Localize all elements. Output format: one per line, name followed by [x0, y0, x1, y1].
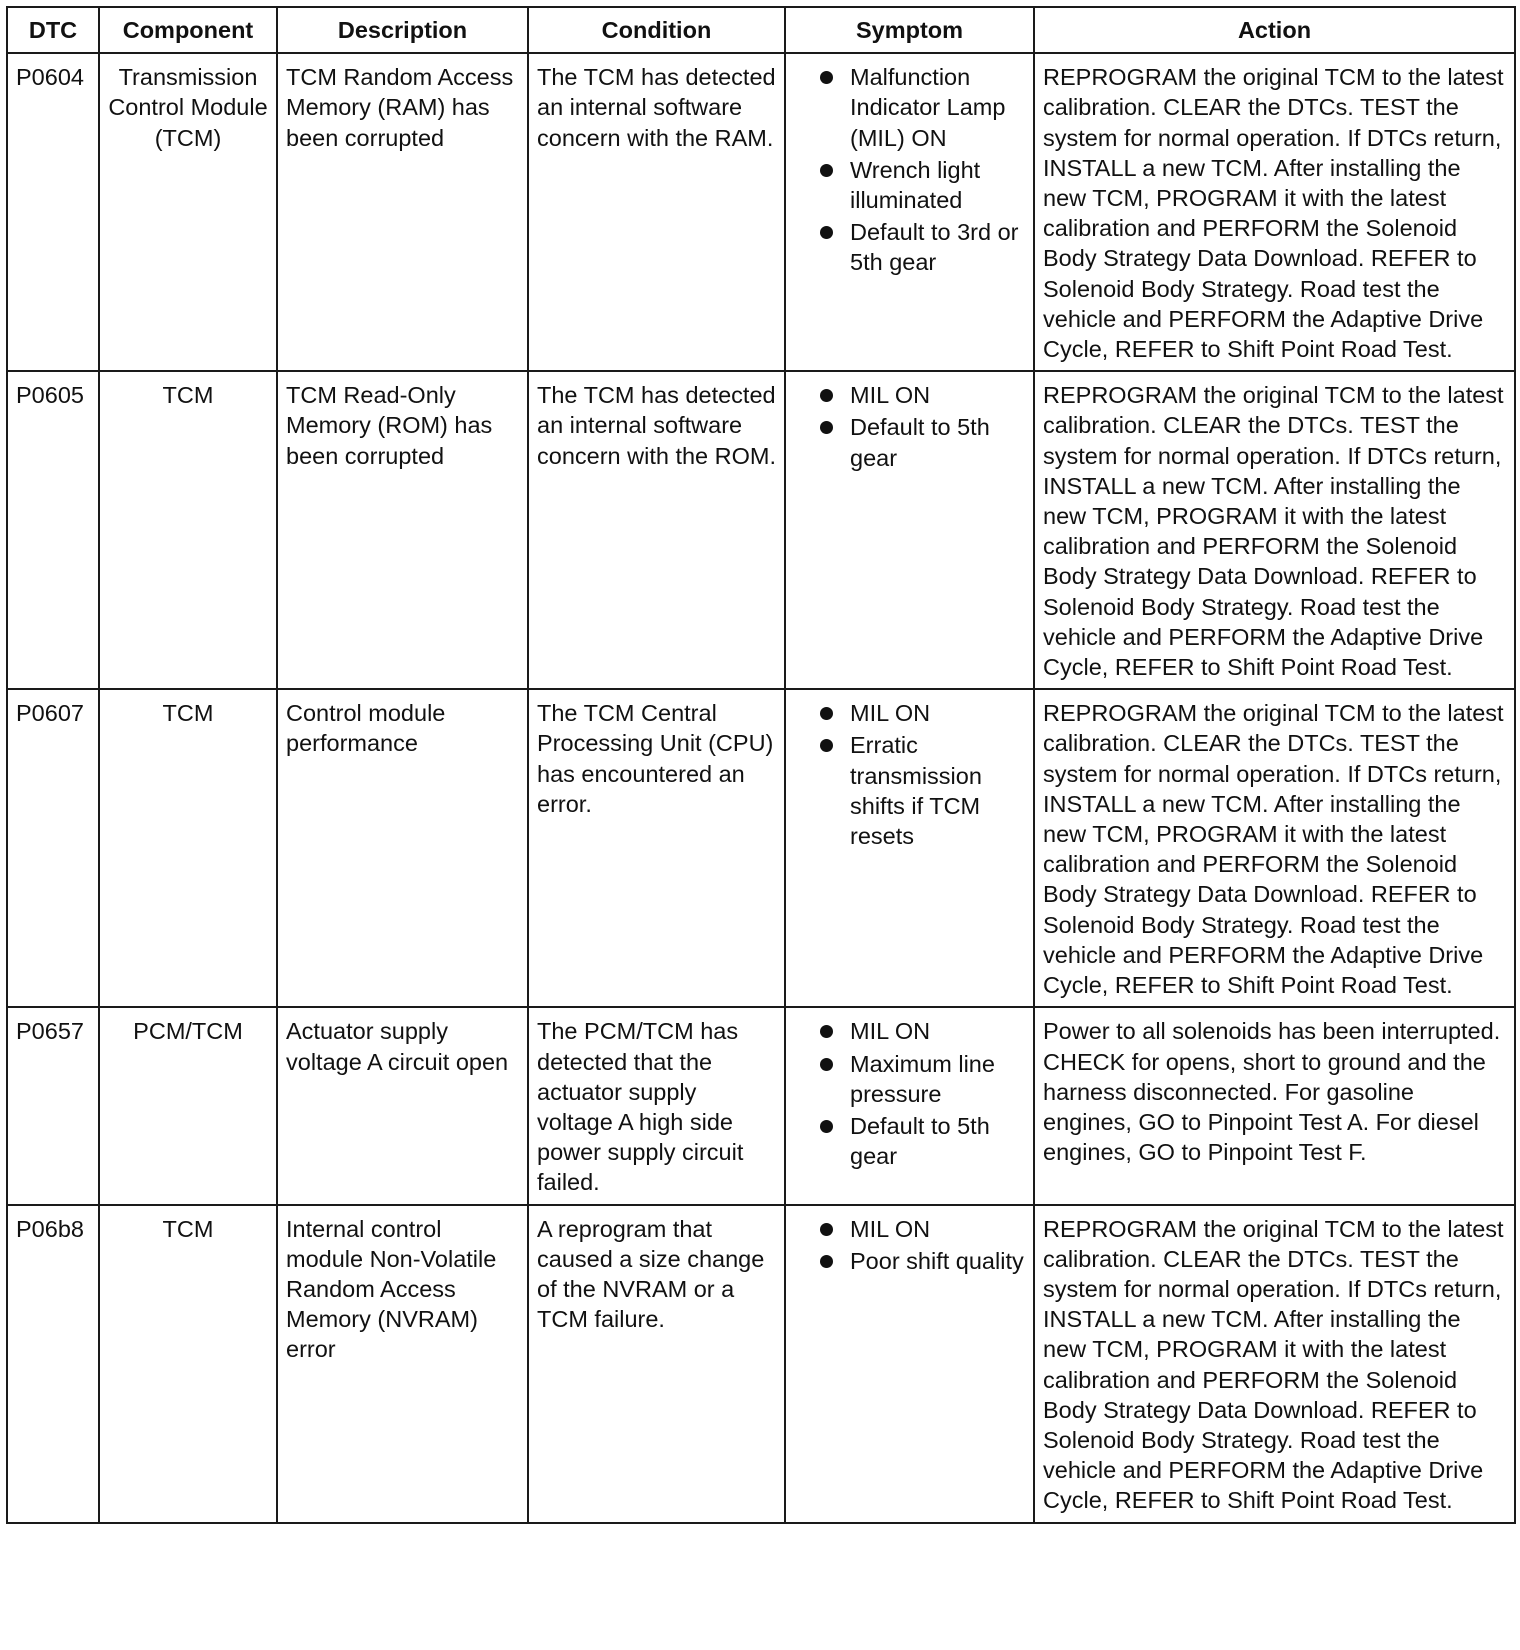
table-row	[7, 689, 1515, 1007]
header-description: Description	[277, 7, 528, 53]
header-condition: Condition	[528, 7, 785, 53]
symptom-item	[794, 730, 1025, 851]
symptom-text: MIL ON	[850, 1215, 931, 1242]
table-row	[7, 1205, 1515, 1523]
bullet-icon	[820, 389, 833, 402]
symptom-list	[794, 698, 1025, 851]
symptom-text: Malfunction Indicator Lamp (MIL) ON	[850, 64, 1006, 151]
cell-symptom	[785, 371, 1034, 689]
table-row	[7, 53, 1515, 371]
header-symptom: Symptom	[785, 7, 1034, 53]
symptom-item	[794, 62, 1025, 153]
header-component: Component	[99, 7, 277, 53]
symptom-item	[794, 380, 1025, 410]
symptom-item	[794, 1111, 1025, 1171]
header-dtc: DTC	[7, 7, 99, 53]
cell-component: PCM/TCM	[99, 1007, 277, 1204]
symptom-item	[794, 1016, 1025, 1046]
symptom-text: Wrench light illuminated	[850, 156, 981, 214]
cell-dtc: P0657	[7, 1007, 99, 1204]
cell-dtc: P0604	[7, 53, 99, 371]
cell-component: TCM	[99, 371, 277, 689]
cell-action: REPROGRAM the original TCM to the latest calibration. CLEAR the DTCs. TEST the system for normal operation. If DTCs return, INSTALL a new TCM. After installing the new TCM, PROGRAM it with the latest calibration and PERFORM the Solenoid Body Strategy Data Download. REFER to Solenoid Body Strategy. Road test the vehicle and PERFORM the Adaptive Drive Cycle, REFER to Shift Point Road Test.	[1034, 1205, 1515, 1523]
symptom-list	[794, 1016, 1025, 1171]
cell-description: Actuator supply voltage A circuit open	[277, 1007, 528, 1204]
bullet-icon	[820, 739, 833, 752]
symptom-item	[794, 412, 1025, 472]
cell-component: TCM	[99, 1205, 277, 1523]
cell-description: TCM Read-Only Memory (ROM) has been corrupted	[277, 371, 528, 689]
cell-action: REPROGRAM the original TCM to the latest calibration. CLEAR the DTCs. TEST the system for normal operation. If DTCs return, INSTALL a new TCM. After installing the new TCM, PROGRAM it with the latest calibration and PERFORM the Solenoid Body Strategy Data Download. REFER to Solenoid Body Strategy. Road test the vehicle and PERFORM the Adaptive Drive Cycle, REFER to Shift Point Road Test.	[1034, 53, 1515, 371]
bullet-icon	[820, 71, 833, 84]
symptom-text: Default to 5th gear	[850, 414, 990, 471]
cell-component: TCM	[99, 689, 277, 1007]
cell-condition: The TCM has detected an internal software concern with the ROM.	[528, 371, 785, 689]
symptom-text: Poor shift quality	[850, 1247, 1024, 1274]
cell-condition: The TCM has detected an internal software concern with the RAM.	[528, 53, 785, 371]
bullet-icon	[820, 1255, 833, 1268]
symptom-text: Maximum line pressure	[850, 1050, 995, 1107]
symptom-text: Default to 5th gear	[850, 1112, 990, 1170]
cell-dtc: P0607	[7, 689, 99, 1007]
cell-description: Internal control module Non-Volatile Random Access Memory (NVRAM) error	[277, 1205, 528, 1523]
cell-symptom	[785, 53, 1034, 371]
header-action: Action	[1034, 7, 1515, 53]
symptom-text: MIL ON	[850, 700, 931, 727]
symptom-list	[794, 380, 1025, 473]
symptom-item	[794, 698, 1025, 728]
table-row	[7, 371, 1515, 689]
cell-symptom	[785, 689, 1034, 1007]
cell-condition: The TCM Central Processing Unit (CPU) has encountered an error.	[528, 689, 785, 1007]
bullet-icon	[820, 1025, 833, 1038]
symptom-text: Default to 3rd or 5th gear	[850, 219, 1019, 276]
symptom-text: Erratic transmission shifts if TCM resets	[850, 732, 982, 850]
bullet-icon	[820, 164, 833, 177]
cell-symptom	[785, 1205, 1034, 1523]
bullet-icon	[820, 1223, 833, 1236]
bullet-icon	[820, 1058, 833, 1071]
cell-symptom	[785, 1007, 1034, 1204]
symptom-item	[794, 1049, 1025, 1109]
bullet-icon	[820, 707, 833, 720]
cell-component: Transmission Control Module (TCM)	[99, 53, 277, 371]
symptom-text: MIL ON	[850, 382, 931, 409]
symptom-item	[794, 1214, 1025, 1244]
symptom-item	[794, 155, 1025, 215]
symptom-list	[794, 62, 1025, 277]
table-row	[7, 1007, 1515, 1204]
cell-dtc: P0605	[7, 371, 99, 689]
cell-action: REPROGRAM the original TCM to the latest calibration. CLEAR the DTCs. TEST the system for normal operation. If DTCs return, INSTALL a new TCM. After installing the new TCM, PROGRAM it with the latest calibration and PERFORM the Solenoid Body Strategy Data Download. REFER to Solenoid Body Strategy. Road test the vehicle and PERFORM the Adaptive Drive Cycle, REFER to Shift Point Road Test.	[1034, 371, 1515, 689]
dtc-table	[6, 6, 1516, 1524]
table-header-row	[7, 7, 1515, 53]
symptom-item	[794, 217, 1025, 277]
cell-dtc: P06b8	[7, 1205, 99, 1523]
symptom-list	[794, 1214, 1025, 1276]
symptom-item	[794, 1246, 1025, 1276]
cell-action: Power to all solenoids has been interrupted. CHECK for opens, short to ground and the harness disconnected. For gasoline engines, GO to Pinpoint Test A. For diesel engines, GO to Pinpoint Test F.	[1034, 1007, 1515, 1204]
bullet-icon	[820, 421, 833, 434]
cell-description: TCM Random Access Memory (RAM) has been corrupted	[277, 53, 528, 371]
bullet-icon	[820, 1120, 833, 1133]
cell-description: Control module performance	[277, 689, 528, 1007]
cell-condition: The PCM/TCM has detected that the actuator supply voltage A high side power supply circuit failed.	[528, 1007, 785, 1204]
symptom-text: MIL ON	[850, 1018, 931, 1045]
cell-condition: A reprogram that caused a size change of the NVRAM or a TCM failure.	[528, 1205, 785, 1523]
cell-action: REPROGRAM the original TCM to the latest calibration. CLEAR the DTCs. TEST the system for normal operation. If DTCs return, INSTALL a new TCM. After installing the new TCM, PROGRAM it with the latest calibration and PERFORM the Solenoid Body Strategy Data Download. REFER to Solenoid Body Strategy. Road test the vehicle and PERFORM the Adaptive Drive Cycle, REFER to Shift Point Road Test.	[1034, 689, 1515, 1007]
bullet-icon	[820, 226, 833, 239]
